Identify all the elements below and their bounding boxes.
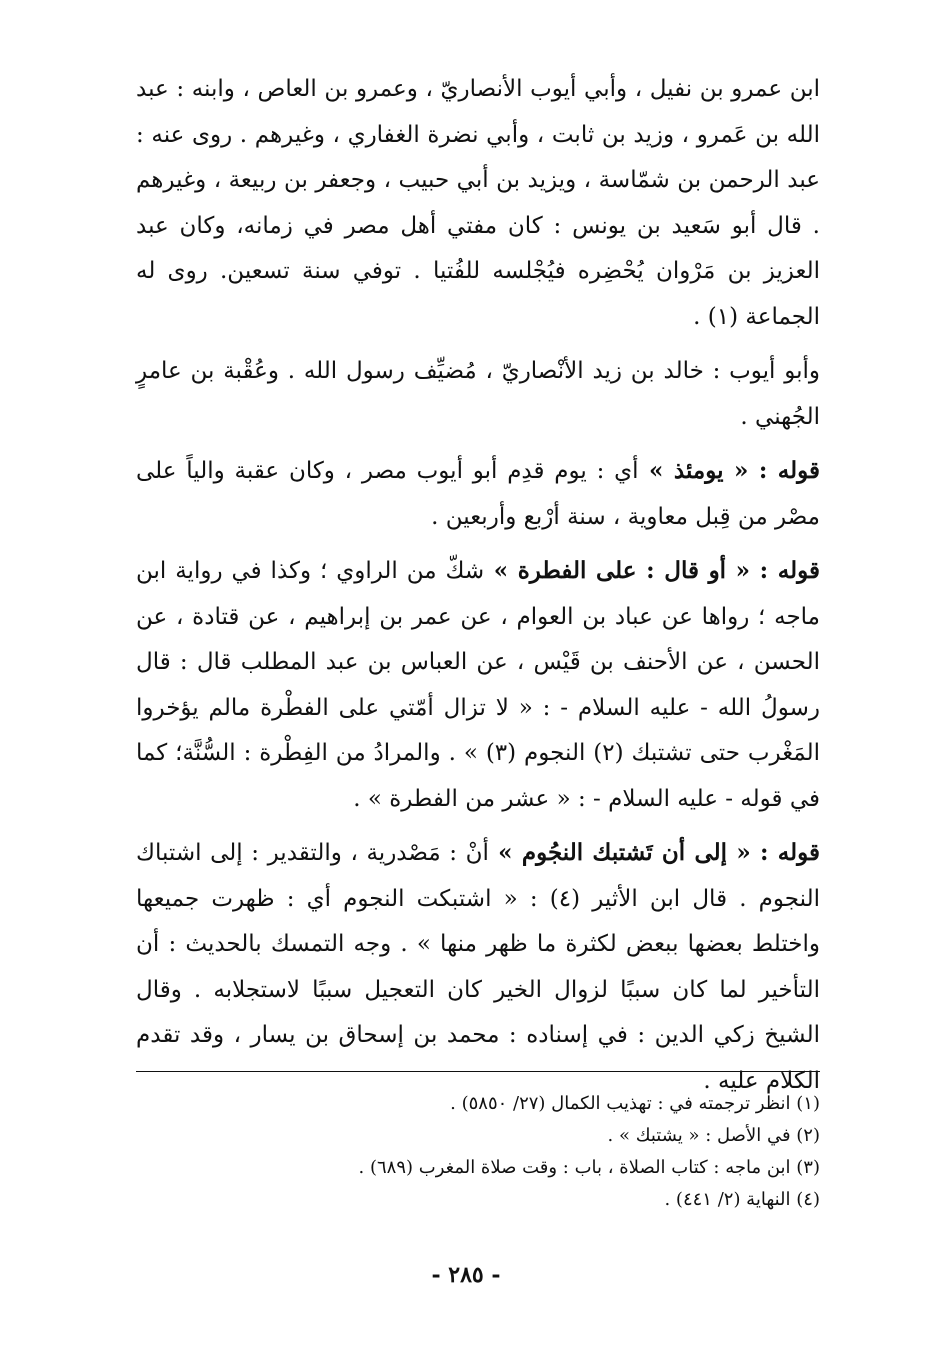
page-number: - ٢٨٥ - bbox=[431, 1262, 501, 1288]
paragraph-5-text: أنْ : مَصْدرية ، والتقدير : إلى اشتباك النجوم . قال ابن الأثير (٤) : « اشتبكت النجوم أي : ظهرت جميعها واختلط بعضها ببعض لكثرة ما ظهر منها » . وجه التمسك بالحديث : أن التأخير لما كان سببًا لزوال الخير كان التعجيل سببًا لاستجلابه . وقال الشيخ زكي الدين : في إسناده : محمد بن إسحاق بن يسار ، وقد تقدم الكلام عليه . bbox=[136, 840, 820, 1094]
paragraph-4-text: شكّ من الراوي ؛ وكذا في رواية ابن ماجه ؛ رواها عن عباد بن العوام ، عن عمر بن إبراهيم ، عن قتادة ، عن الحسن ، عن الأحنف بن قَيْس ، عن العباس بن عبد المطلب قال : قال رسولُ الله - عليه السلام - : « لا تزال أمّتي على الفطْرة مالم يؤخروا المَغْرب حتى تشتبك (٢) النجوم (٣) » . والمرادُ من الفِطْرة : السُّنَّة؛ كما في قوله - عليه السلام - : « عشر من الفطرة » . bbox=[136, 558, 820, 812]
paragraph-3-lead: قوله : « يومئذ » bbox=[638, 457, 821, 484]
paragraph-3 bbox=[136, 448, 820, 540]
paragraph-2 bbox=[136, 348, 820, 440]
paragraph-5 bbox=[136, 830, 820, 1104]
paragraph-2-text: وأبو أيوب : خالد بن زيد الأنْصاريّ ، مُضيِّف رسول الله . وعُقْبة بن عامرٍ الجُهني . bbox=[136, 358, 820, 430]
footnote-2: (٢) في الأصل : « يشتبك » . bbox=[607, 1125, 820, 1146]
page-body bbox=[136, 66, 820, 1104]
footnote-separator bbox=[136, 1071, 820, 1072]
paragraph-1 bbox=[136, 66, 820, 340]
paragraph-4 bbox=[136, 548, 820, 822]
footnotes-list bbox=[136, 1088, 820, 1216]
paragraph-5-lead: قوله : « إلى أن تَشتبك النجُوم » bbox=[488, 839, 820, 866]
paragraph-4-lead: قوله : « أو قال : على الفطرة » bbox=[484, 557, 820, 584]
paragraph-3-text: أي : يوم قدِم أبو أيوب مصر ، وكان عقبة والياً على مصْر من قِبل معاوية ، سنة أرْبع وأربعين . bbox=[136, 458, 820, 530]
footnote-3: (٣) ابن ماجه : كتاب الصلاة ، باب : وقت صلاة المغرب (٦٨٩) . bbox=[358, 1157, 820, 1178]
footnote-4: (٤) النهاية (٢/ ٤٤١) . bbox=[664, 1189, 820, 1210]
footnote-1: (١) انظر ترجمته في : تهذيب الكمال (٢٧/ ٥٨٥٠) . bbox=[450, 1093, 820, 1114]
paragraph-1-text: ابن عمرو بن نفيل ، وأبي أيوب الأنصاريّ ، وعمرو بن العاص ، وابنه : عبد الله بن عَمرو ، وزيد بن ثابت ، وأبي نضرة الغفاري ، وغيرهم . روى عنه : عبد الرحمن بن شمّاسة ، ويزيد بن أبي حبيب ، وجعفر بن ربيعة ، وغيرهم . قال أبو سَعيد بن يونس : كان مفتي أهل مصر في زمانه، وكان عبد العزيز بن مَرْوان يُحْضِره فيُجْلسه للفُتيا . توفي سنة تسعين. روى له الجماعة (١) . bbox=[136, 76, 820, 330]
